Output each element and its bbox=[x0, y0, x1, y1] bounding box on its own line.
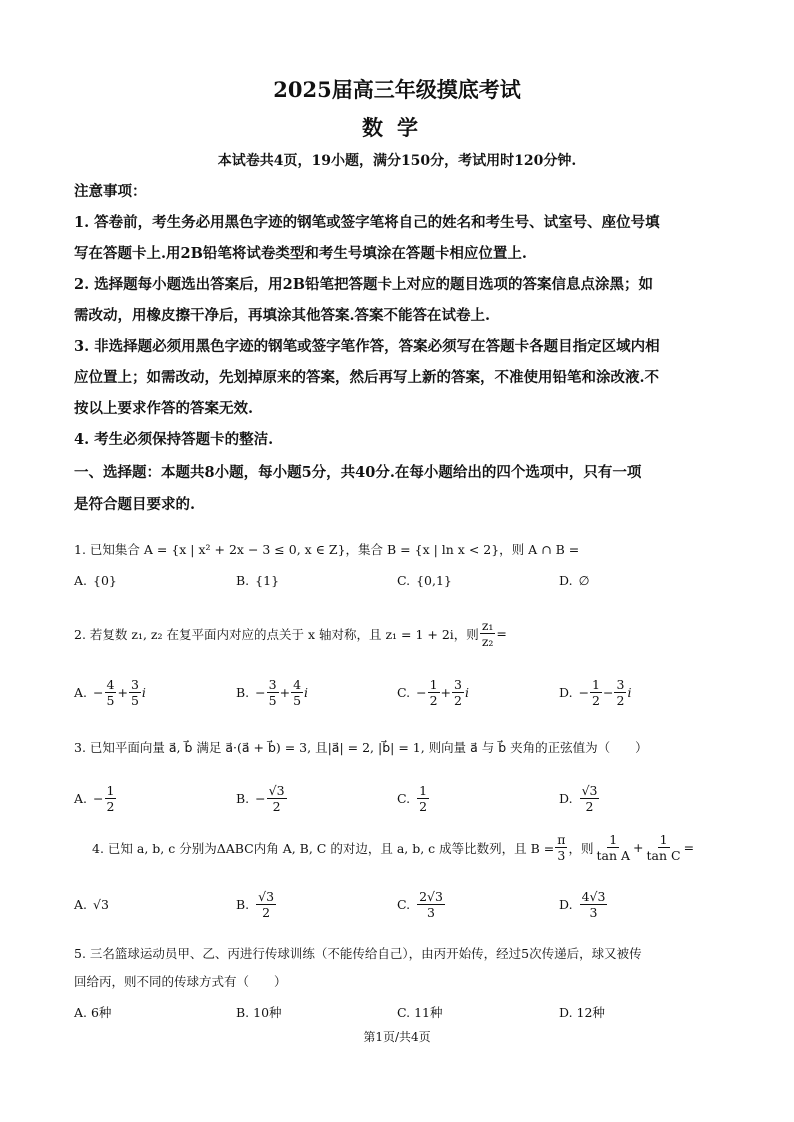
option-d: D. 12种 bbox=[559, 1005, 605, 1020]
option-d: D. $\frac{4√3}{3}$ bbox=[559, 888, 606, 920]
option-c-value: {0,1} bbox=[416, 572, 452, 588]
exam-info: 本试卷共4页，19小题，满分150分，考试用时120分钟. bbox=[217, 153, 577, 169]
option-b: B. $\frac{√3}{2}$ bbox=[236, 888, 275, 920]
question-3-stem: 3. 已知平面向量 a⃗, b⃗ 满足 a⃗·(a⃗ + b⃗) = 3, 且|a⃗| = 2, |b⃗| = 1, 则向量 a⃗ 与 b⃗ 夹角的正弦值为（ ） bbox=[74, 740, 648, 755]
option-c: C. − $\frac{1}{2}$ + $\frac{3}{2}$ i bbox=[397, 676, 469, 708]
question-1-options bbox=[74, 560, 724, 600]
option-b: B. 10种 bbox=[236, 1005, 282, 1020]
option-b: B. − $\frac{3}{5}$ + $\frac{4}{5}$ i bbox=[236, 676, 309, 708]
option-b: B. {1} bbox=[236, 572, 280, 588]
exam-subject: 数学 bbox=[362, 115, 432, 140]
question-4-options bbox=[74, 884, 724, 924]
option-d-value: ∅ bbox=[578, 572, 590, 588]
option-d: D. $\frac{√3}{2}$ bbox=[559, 782, 598, 814]
option-c: C. 11种 bbox=[397, 1005, 443, 1020]
option-b: B. − $\frac{√3}{2}$ bbox=[236, 782, 285, 814]
option-b-value: {1} bbox=[255, 572, 280, 588]
notice-line: 2. 选择题每小题选出答案后，用2B铅笔把答题卡上对应的题目选项的答案信息点涂黑；如 bbox=[74, 276, 654, 293]
notice-line: 3. 非选择题必须用黑色字迹的钢笔或签字笔作答，答案必须写在答题卡各题目指定区域内相 bbox=[74, 338, 660, 355]
question-3-options bbox=[74, 778, 724, 818]
option-c: C. $\frac{2√3}{3}$ bbox=[397, 888, 443, 920]
question-1-stem: 1. 已知集合 A = {x | x² + 2x − 3 ≤ 0, x ∈ Z}，集合 B = {x | ln x < 2}，则 A ∩ B = bbox=[74, 542, 580, 557]
option-a: A. 6种 bbox=[74, 1005, 112, 1020]
option-c: C. {0,1} bbox=[397, 572, 452, 588]
question-5-stem: 回给丙，则不同的传球方式有（ ） bbox=[74, 974, 287, 989]
notice-line: 应位置上；如需改动，先划掉原来的答案，然后再写上新的答案，不准使用铅笔和涂改液.不 bbox=[74, 369, 660, 386]
option-d: D. − $\frac{1}{2}$ − $\frac{3}{2}$ i bbox=[559, 676, 632, 708]
page-footer: 第1页/共4页 bbox=[363, 1030, 431, 1044]
question-5-options bbox=[74, 992, 724, 1032]
question-4-stem: 4. 已知 a, b, c 分别为ΔABC内角 A, B, C 的对边，且 a, b, c 成等比数列，且 B = $\frac{\pi}{3}$ ，则 $\frac{1}{\text{tan A}}$ + $\frac{1}{\text{tan C}}$ = bbox=[92, 832, 695, 863]
exam-title: 2025届高三年级摸底考试 bbox=[273, 77, 521, 102]
option-a: A. √3 bbox=[74, 896, 109, 912]
question-2-options bbox=[74, 672, 724, 712]
notice-line: 1. 答卷前，考生务必用黑色字迹的钢笔或签字笔将自己的姓名和考生号、试室号、座位号填 bbox=[74, 214, 660, 231]
notice-line: 需改动，用橡皮擦干净后，再填涂其他答案.答案不能答在试卷上. bbox=[74, 307, 491, 324]
option-a: A. {0} bbox=[74, 572, 117, 588]
question-2-stem: 2. 若复数 z₁, z₂ 在复平面内对应的点关于 x 轴对称，且 z₁ = 1 + 2i，则 $\frac{\text{z₁}}{\text{z₂}}$ = bbox=[74, 618, 507, 649]
option-c: C. $\frac{1}{2}$ bbox=[397, 782, 428, 814]
notice-line: 写在答题卡上.用2B铅笔将试卷类型和考生号填涂在答题卡相应位置上. bbox=[74, 245, 527, 262]
question-5-stem: 5. 三名篮球运动员甲、乙、丙进行传球训练（不能传给自己），由丙开始传，经过5次传递后，球又被传 bbox=[74, 946, 642, 961]
option-a-value: {0} bbox=[93, 572, 117, 588]
fraction: $\frac{\text{z₁}}{\text{z₂}}$ bbox=[481, 618, 494, 649]
option-d: D. ∅ bbox=[559, 572, 590, 588]
section-heading: 一、选择题：本题共8小题，每小题5分，共40分.在每小题给出的四个选项中，只有一项 bbox=[74, 464, 642, 481]
option-a: A. − $\frac{4}{5}$ + $\frac{3}{5}$ i bbox=[74, 676, 146, 708]
notice-heading: 注意事项： bbox=[74, 183, 147, 200]
notice-line: 按以上要求作答的答案无效. bbox=[74, 400, 254, 417]
notice-line: 4. 考生必须保持答题卡的整洁. bbox=[74, 431, 274, 448]
option-a: A. − $\frac{1}{2}$ bbox=[74, 782, 115, 814]
section-heading: 是符合题目要求的. bbox=[74, 496, 196, 513]
